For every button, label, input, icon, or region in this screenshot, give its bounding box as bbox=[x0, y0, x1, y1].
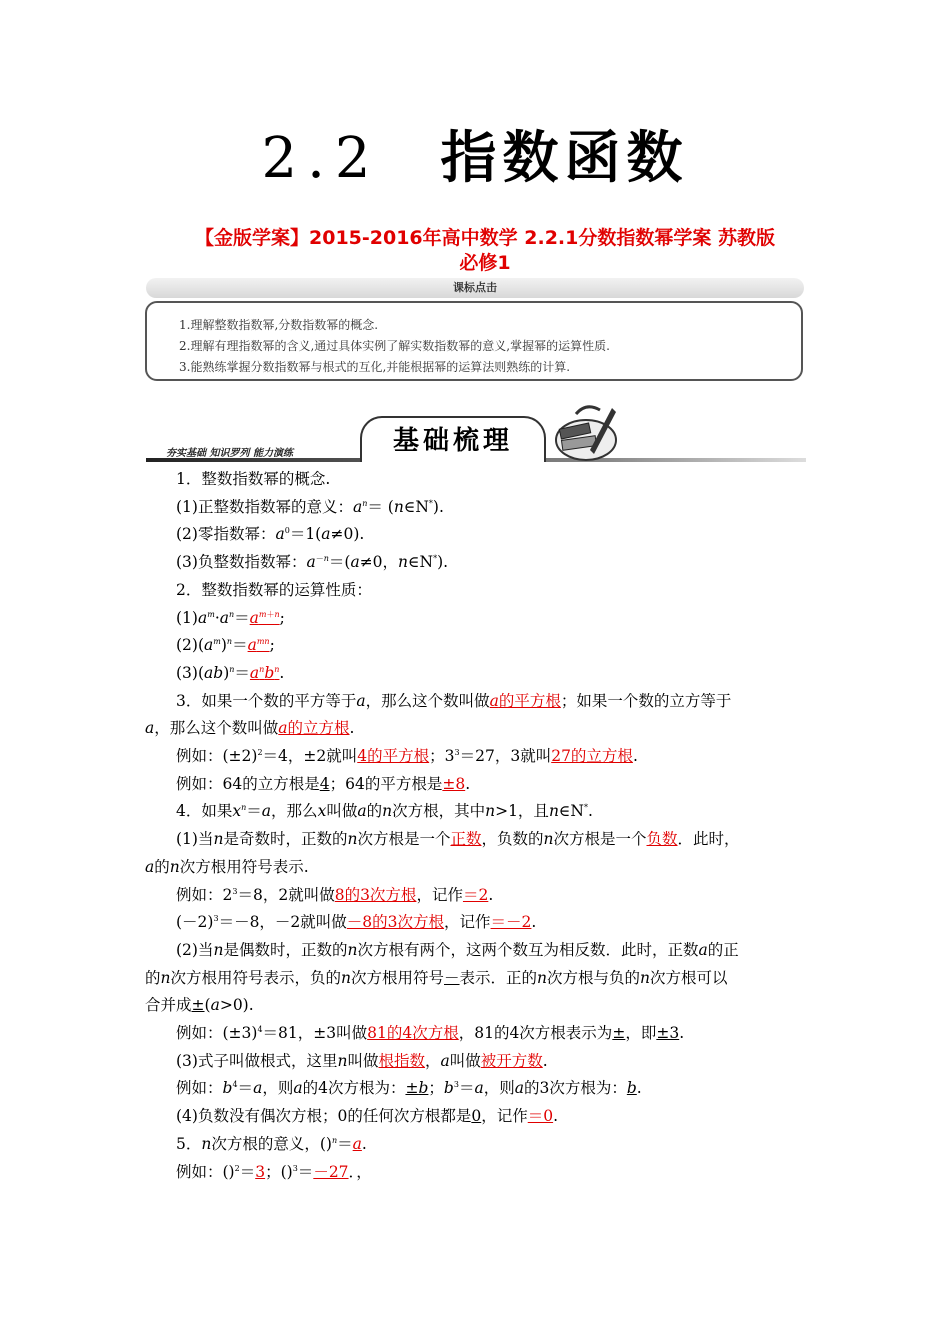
example-1: 例如：$(\pm 2)^2=4$，±2就叫4的平方根；$3^3=27$，3就叫27的立方根. bbox=[176, 747, 638, 766]
kebiao-item: 2.理解有理指数幂的含义,通过具体实例了解实数指数幂的意义,掌握幂的运算性质. bbox=[179, 339, 610, 353]
example-3: 例如：$2^3=8$，2就叫做8的3次方根，记作＝2. bbox=[176, 885, 494, 904]
s4-3: (3)式子叫做根式，这里n叫做根指数，a叫做被开方数. bbox=[176, 1051, 548, 1070]
s4-2-line-2: 的n次方根用符号表示，负的n次方根用符号－表示．正的n次方根与负的n次方根可以 bbox=[145, 968, 728, 987]
banner-tagline: 夯实基础 知识罗列 能力演练 bbox=[166, 448, 293, 459]
kebiao-item: 3.能熟练掌握分数指数幂与根式的互化,并能根据幂的运算法则熟练的计算. bbox=[179, 360, 571, 374]
subtitle-line-1: 【金版学案】2015-2016年高中数学 2.2.1分数指数幂学案 苏教版 bbox=[195, 227, 775, 249]
s5: 5．n次方根的意义，()$^n$＝a. bbox=[176, 1134, 367, 1153]
chapter-number: 2.2 bbox=[261, 126, 381, 191]
kebiao-item: 1.理解整数指数幂,分数指数幂的概念. bbox=[179, 318, 379, 332]
books-pen-icon bbox=[546, 400, 618, 464]
chapter-title bbox=[0, 118, 950, 199]
kebiao-box bbox=[145, 301, 803, 381]
s4-2-line-1: (2)当n是偶数时，正数的n次方根有两个，这两个数互为相反数．此时，正数a的正 bbox=[176, 940, 739, 959]
example-7: 例如：()$^2$＝3；()$^3$＝－27．， bbox=[176, 1162, 372, 1181]
s2-1: $(1)a^m\cdot a^n=a^{m+n}$; bbox=[176, 608, 285, 627]
s1: 1．整数指数幂的概念. bbox=[176, 470, 331, 488]
document-subtitle bbox=[150, 226, 820, 276]
s2-3: $(3)(ab)^n=a^nb^n$. bbox=[176, 663, 285, 682]
s4-4: (4)负数没有偶次方根；0的任何次方根都是0，记作＝0. bbox=[176, 1107, 559, 1126]
content-body bbox=[145, 466, 817, 1186]
subtitle-line-2: 必修1 bbox=[459, 252, 511, 274]
example-6: 例如：$b^4=a$，则a的4次方根为：±b；$b^3=a$，则a的3次方根为：b. bbox=[176, 1079, 642, 1098]
chapter-name: 指数函数 bbox=[440, 125, 689, 191]
s4: 4．如果$x^n=a$，那么x叫做a的n次方根，其中n>1，且n∈N*. bbox=[176, 802, 593, 821]
s4-1-line-1: (1)当n是奇数时，正数的n次方根是一个正数，负数的n次方根是一个负数．此时， bbox=[176, 830, 740, 849]
s1-1: (1)正整数指数幂的意义：$a^n=$ (n∈N*). bbox=[176, 497, 444, 516]
s3-line-1: 3．如果一个数的平方等于a，那么这个数叫做a的平方根；如果一个数的立方等于 bbox=[176, 691, 732, 710]
example-5: 例如：$(\pm 3)^4=81$，±3叫做81的4次方根，81的4次方根表示为±，即±3. bbox=[176, 1024, 685, 1043]
kebiao-header: 课标点击 bbox=[146, 278, 804, 298]
s1-2: (2)零指数幂：$a^0=1(a\ne 0)$. bbox=[176, 525, 365, 544]
banner-title: 基础梳理 bbox=[360, 416, 546, 462]
s3-line-2: a，那么这个数叫做a的立方根. bbox=[145, 719, 355, 738]
example-4: $(-2)^3=-8$，－2就叫做－8的3次方根，记作＝－2. bbox=[176, 913, 537, 932]
section-banner bbox=[146, 400, 806, 468]
s1-3: (3)负整数指数幂：$a^{-n}=(a\ne 0$，n∈N*). bbox=[176, 553, 449, 572]
s2-2: $(2)(a^m)^n=a^{mn}$; bbox=[176, 636, 275, 655]
s2: 2．整数指数幂的运算性质： bbox=[176, 580, 372, 599]
s4-1-line-2: a的n次方根用符号表示. bbox=[145, 857, 309, 876]
example-2: 例如：64的立方根是4；64的平方根是±8. bbox=[176, 774, 471, 793]
s4-2-line-3: 合并成±(a>0). bbox=[145, 996, 254, 1015]
